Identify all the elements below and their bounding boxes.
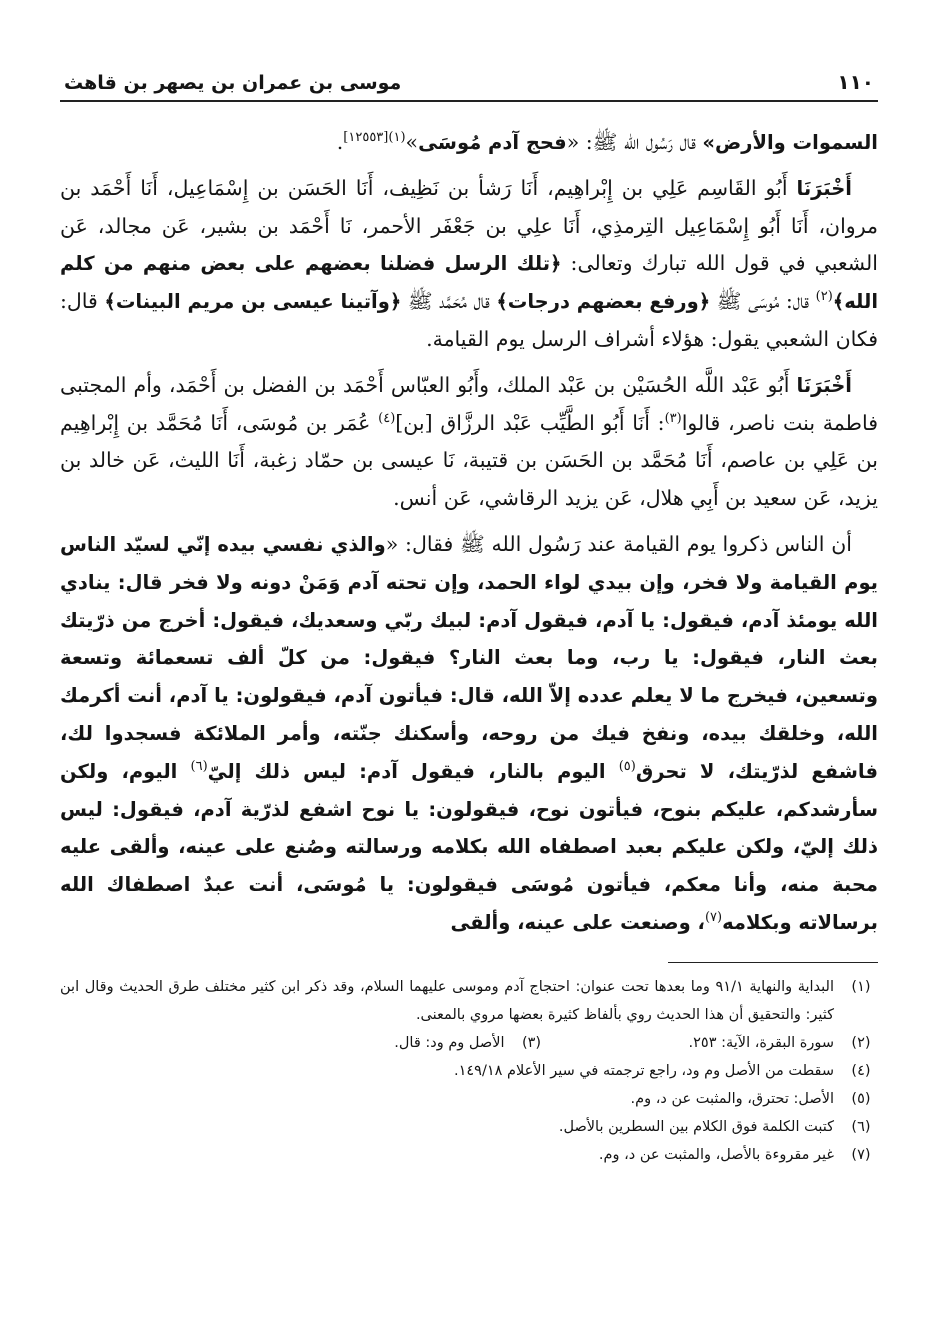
footnote-3 (394, 1029, 548, 1057)
footnote-number: (٣) (521, 1034, 542, 1051)
footnote-text: الأصل: تحترق، والمثبت عن د، وم. (630, 1090, 834, 1107)
quran-verse: ﴿وآتينا عيسى بن مريم البينات﴾ (104, 290, 402, 314)
footnote-number: (٢) (851, 1034, 871, 1051)
book-page (60, 58, 878, 1308)
footnote-ref: (٦) (190, 758, 208, 774)
hadith-text: اليوم بالنار، فيقول آدم: ليس ذلك إليّ (207, 759, 619, 783)
text-run: قال: فكان الشعبي يقول: هؤلاء أشراف الرسل يوم القيامة. (60, 289, 878, 351)
quran-verse: ﴿تلك الرسل فضلنا بعضهم على بعض منهم من كلم الله﴾ (60, 252, 878, 314)
paragraph-4 (60, 526, 878, 942)
footnote-text: غير مقروءة بالأصل، والمثبت عن د، وم. (598, 1146, 834, 1163)
text-run: قال مُحَمَّد ﷺ (401, 289, 497, 314)
footnote-number: (١) (851, 978, 871, 995)
footnote-number: (٥) (851, 1090, 871, 1107)
running-header (60, 58, 878, 102)
running-title: موسى بن عمران بن يصهر بن قاهث (64, 72, 402, 94)
footnote-ref: (٥) (618, 758, 636, 774)
footnotes (60, 973, 878, 1169)
footnote-4 (60, 1057, 878, 1085)
quran-verse: ﴿ورفع بعضهم درجات﴾ (496, 290, 711, 314)
paragraph-2 (60, 170, 878, 359)
page-number: ١١٠ (837, 70, 874, 94)
footnote-divider (668, 962, 878, 963)
text-run: أَبُو عَبْد اللَّه الحُسَيْن بن عَبْد الملك، وأَبُو العبّاس أَحْمَد بن الفضل بن أَحْمَد، وأم المجتبى فاطمة بنت ناصر، قالوا (60, 372, 878, 435)
footnote-number: (٤) (851, 1062, 871, 1079)
footnote-ref: (٤) (378, 410, 396, 426)
text-run: أَبُو القَاسِم عَلِي بن إِبْراهِيم، أَنَا رَشأ بن نَظِيف، أَنَا الحَسَن بن إِسْمَاعِيل، أَنَا أَحْمَد بن مروان، أَنَا أَبُو إِسْمَاعِيل التِرمذِي، أَنَا علِي بن جَعْفَر الأحمر، نَا أَحْمَد بن بشير، عَن مجالد، عَن الشعبي في قول الله تبارك وتعالى: (60, 175, 878, 276)
text-run: . (336, 130, 344, 154)
footnote-ref: (٧) (704, 910, 723, 926)
footnote-2 (689, 1029, 878, 1057)
text-run: قال: مُوسَى ﷺ (710, 289, 816, 314)
hadith-quote: فحج آدم مُوسَى (418, 131, 567, 154)
paragraph-3 (60, 367, 878, 518)
text-run: أن الناس ذكروا يوم القيامة عند رَسُول الله ﷺ فقال: « (385, 531, 853, 556)
text-run: : أَنَا أَبُو الطَّيِّب عَبْد الرزَّاق [بن] (395, 410, 665, 435)
quote-continuation: السموات والأرض» (702, 131, 878, 154)
footnote-1 (60, 973, 878, 1029)
text-run: » (405, 130, 419, 154)
main-text (60, 124, 878, 942)
text-run: عُمَر بن مُوسَى، أَنَا مُحَمَّد بن إِبْراهِيم بن عَلِي بن عاصم، أَنَا مُحَمَّد بن الحَسَن بن قتيبة، نَا عيسى بن حمّاد زغبة، أَنَا الليث، عَن خالد بن يزيد، عَن سعيد بن أَبِي هلال، عَن يزيد الرقاشي، عَن أنس. (60, 410, 878, 511)
footnote-number: (٦) (851, 1118, 871, 1135)
footnote-ref: (١)[١٢٥٥٣] (343, 130, 406, 146)
paragraph-1 (60, 124, 878, 162)
footnote-5 (60, 1085, 878, 1113)
hadith-text: والذي نفسي بيده إنّي لسيّد الناس يوم القيامة ولا فخر، وإن بيدي لواء الحمد، وإن تحته آدم وَمَنْ دونه ولا فخر قال: ينادي الله يومئذ آدم، فيقول: يا آدم، فيقول آدم: لبيك ربّي وسعديك، فيقول: أخرج من ذرّيتك بعث النار، فيقول: يا رب، وما بعث النار؟ فيقول: من كلّ ألف تسعمائة وتسعة وتسعين، فيخرج ما لا يعلم عدده إلاّ الله، قال: فيأتون آدم، فيقولون: يا آدم، أنت أكرمك الله، وخلقك بيده، ونفخ فيك من روحه، وأسكنك جنّته، وأمر الملائكة فسجدوا لك، فاشفع لذرّيتك، لا تحرق (60, 532, 878, 783)
footnote-text: سقطت من الأصل وم ود، راجع ترجمته في سير الأعلام ١٤٩/١٨. (453, 1062, 834, 1079)
footnote-text: الأصل وم ود: قال. (394, 1034, 505, 1051)
footnote-7 (60, 1141, 878, 1169)
footnote-6 (60, 1113, 878, 1141)
isnad-opening: أَخْبَرَنَا (796, 373, 852, 397)
footnote-ref: (٢) (815, 289, 833, 305)
isnad-opening: أَخْبَرَنَا (796, 176, 852, 200)
footnote-row (60, 1029, 878, 1057)
footnote-number: (٧) (851, 1146, 871, 1163)
footnote-text: البداية والنهاية ٩١/١ وما بعدها تحت عنوان: احتجاج آدم وموسى عليهما السلام، وقد ذكر ابن كثير مختلف طرق الحديث وقال ابن كثير: والتحقيق أن هذا الحديث روي بألفاظ كثيرة بعضها مروي بالمعنى. (60, 978, 834, 1023)
hadith-text: ، وصنعت على عينه، وألقى (450, 910, 705, 934)
footnote-ref: (٣) (664, 410, 682, 426)
footnote-text: سورة البقرة، الآية: ٢٥٣. (688, 1034, 834, 1051)
text-run: قال رَسُول الله ﷺ: « (566, 130, 703, 154)
footnote-text: كتبت الكلمة فوق الكلام بين السطرين بالأصل. (558, 1118, 834, 1135)
hadith-text: اليوم، ولكن سأرشدكم، عليكم بنوح، فيأتون نوح، فيقولون: يا نوح اشفع لذرّية آدم، فيقول: ليس ذلك إليّ، ولكن عليكم بعبد اصطفاه الله بكلامه ورسالته وصُنع على عينه، وألقى عليه محبة منه، وأنا معكم، فيأتون مُوسَى فيقولون: يا مُوسَى، أنت عبدٌ اصطفاك الله برسالاته وبكلامه (60, 759, 878, 934)
